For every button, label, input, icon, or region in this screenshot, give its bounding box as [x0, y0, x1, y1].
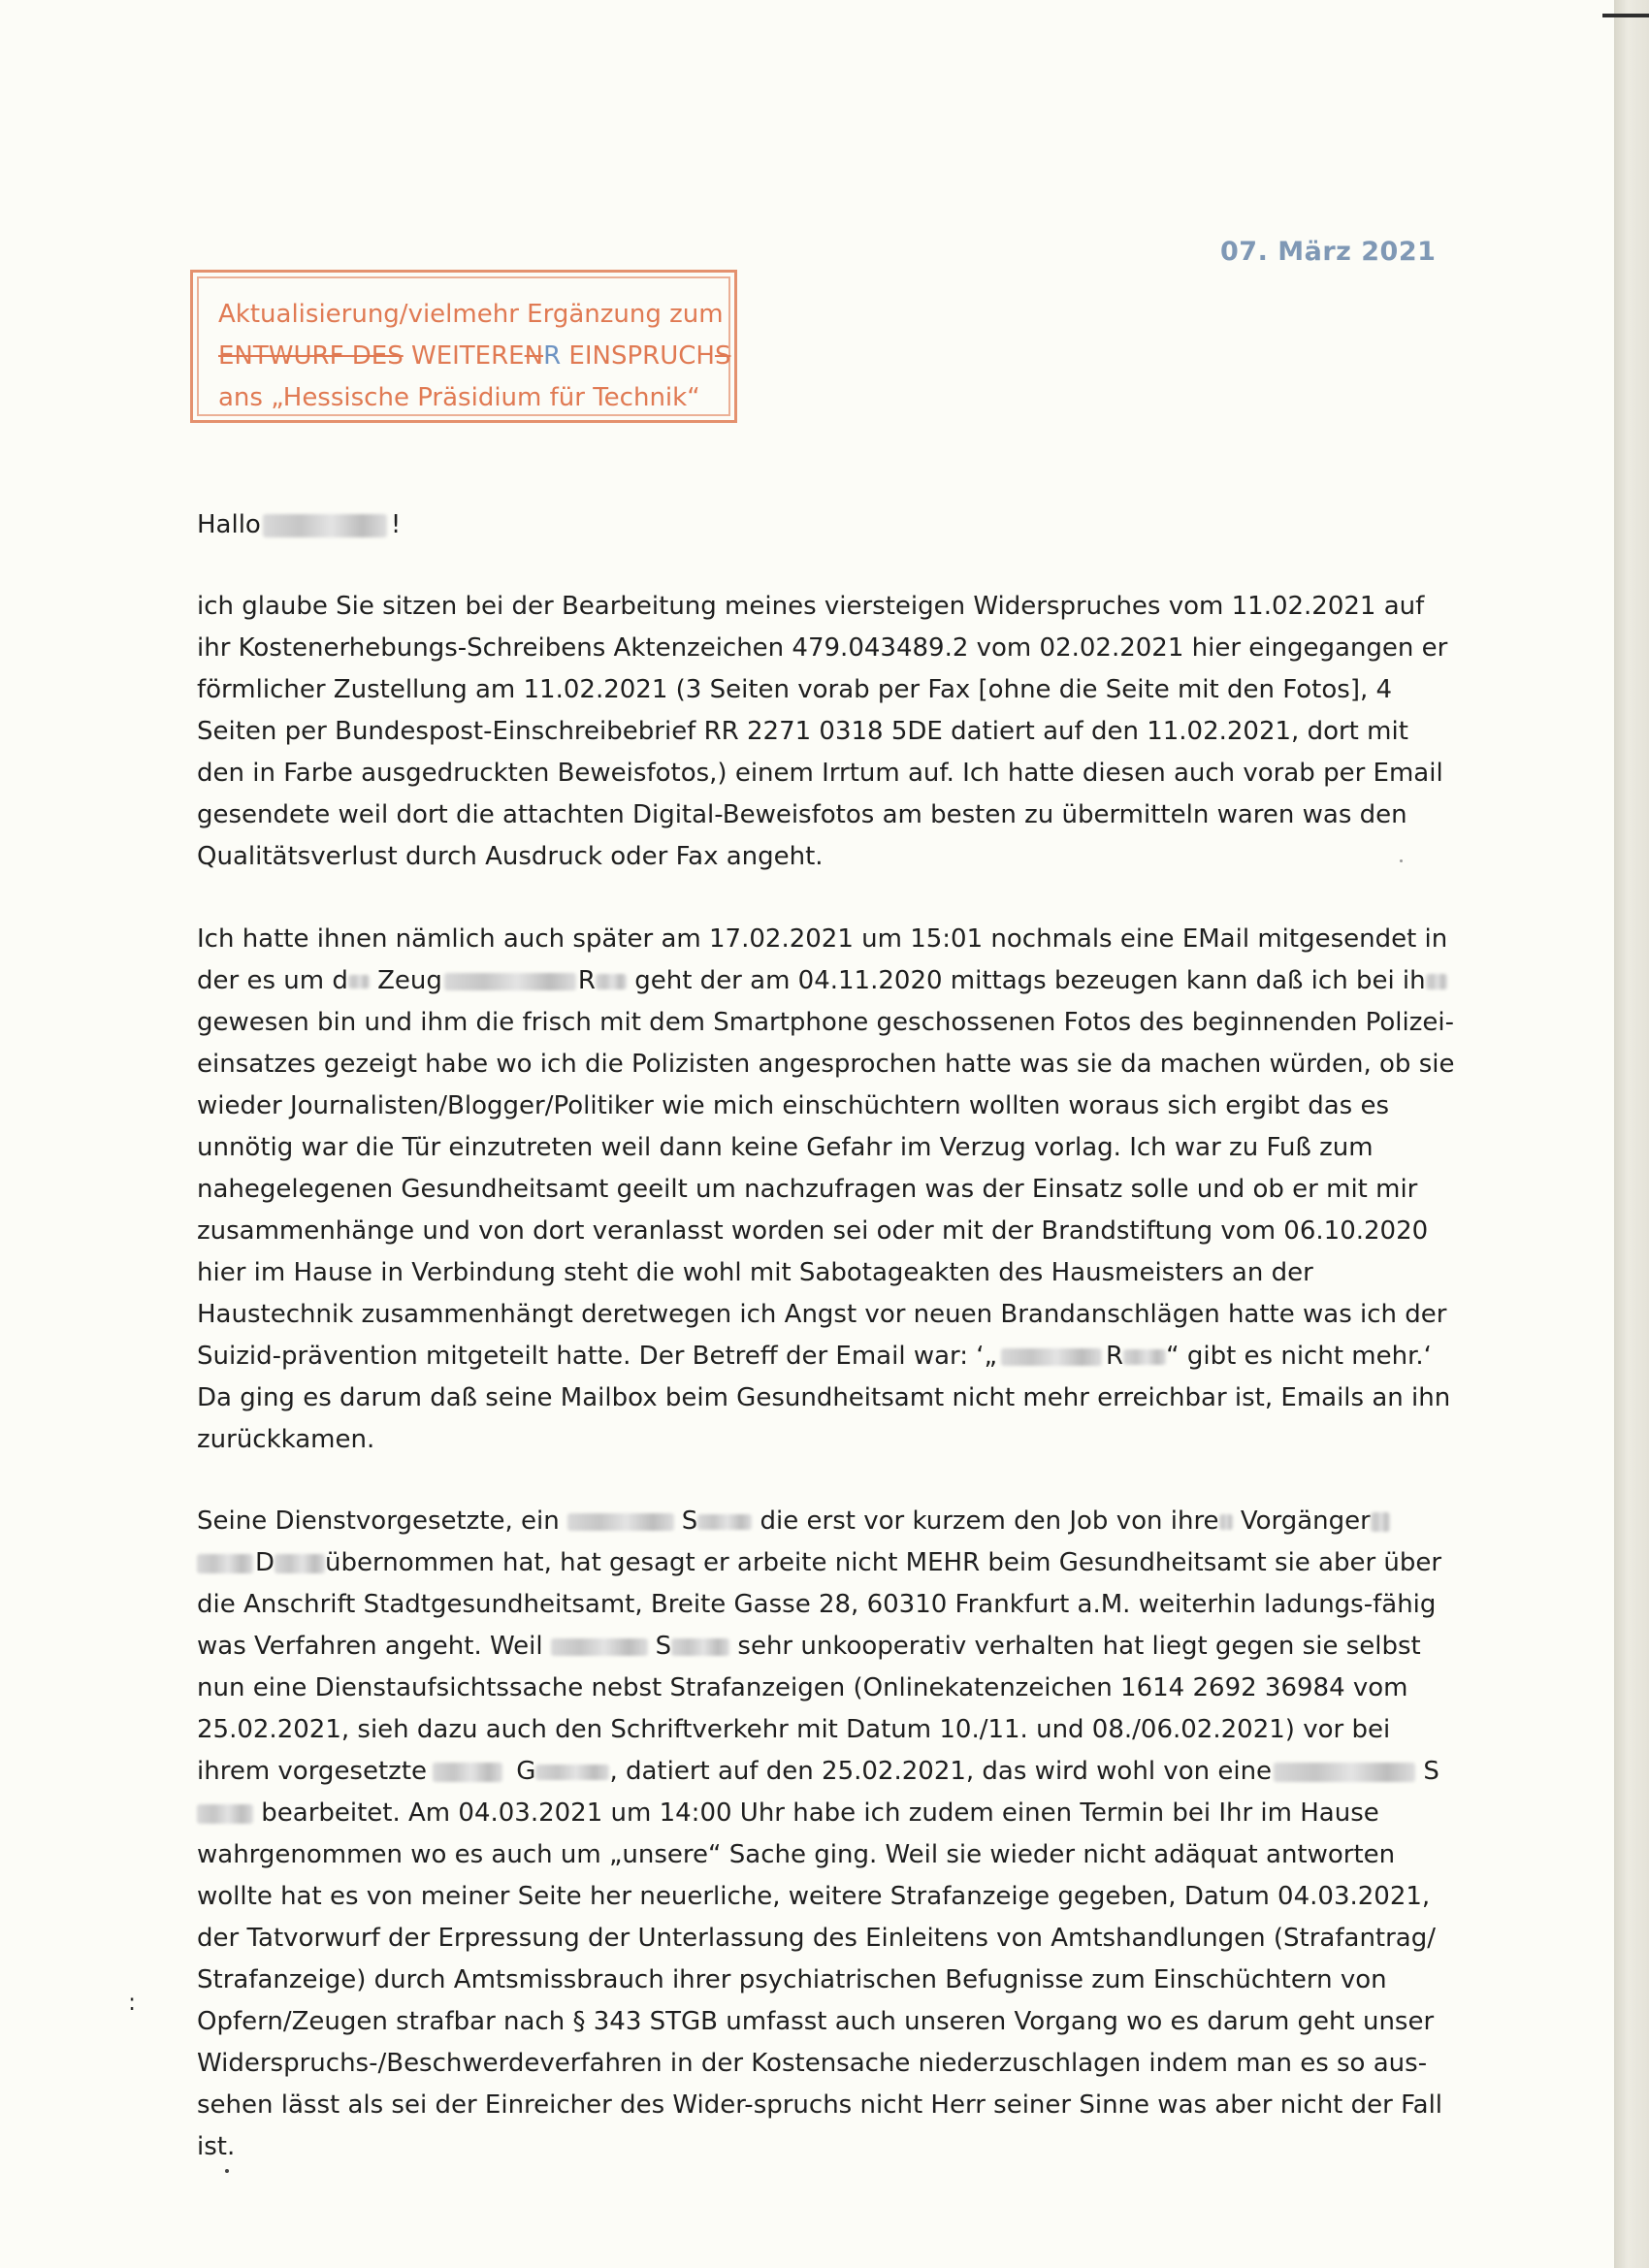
margin-mark: : — [128, 1989, 137, 2016]
paragraph-text: D — [255, 1548, 275, 1577]
struck-letter: S — [714, 341, 731, 371]
redaction — [1426, 974, 1447, 989]
paragraph-text: Seine Dienstvorgesetzte, ein — [197, 1507, 560, 1536]
redacted-name — [433, 1763, 502, 1782]
paper-edge — [1614, 0, 1649, 2268]
redacted-name — [567, 1513, 674, 1531]
redacted-name — [1001, 1348, 1102, 1366]
subject-box — [190, 270, 737, 423]
paragraph-text: die erst vor kurzem den Job von ihre — [752, 1507, 1219, 1536]
redaction — [596, 974, 627, 989]
paragraph-text: Zeug — [369, 966, 442, 995]
paragraph-text: , datiert auf den 25.02.2021, das wird wohl von eine — [609, 1757, 1273, 1786]
redaction — [197, 1804, 253, 1824]
redaction — [697, 1514, 752, 1530]
paragraph-text: Vorgänger — [1232, 1507, 1371, 1536]
letter-date: 07. März 2021 — [1220, 237, 1437, 267]
paragraph-text: bearbeitet. Am 04.03.2021 um 14:00 Uhr habe ich zudem einen Termin bei Ihr im Hause wahrgenommen wo es auch um „unsere“ Sache ging. Weil sie wieder nicht adäquat antworten wollte hat es von meiner Seite her neuerliche, weitere Strafanzeige gegeben, Datum 04.03.2021, der Tatvorwurf der Erpressung der Unterlassung des Einleitens von Amtshandlungen (Strafantrag/ Strafanzeige) durch Amtsmissbrauch ihrer psychiatrischen Befugnisse zum Einschüchtern von Opfern/Zeugen strafbar nach § 343 STGB umfasst auch unseren Vorgang wo es darum geht unser Widerspruchs-/Beschwerdeverfahren in der Kostensache niederzuschlagen indem man es so aus-sehen lässt als sei der Einreicher des Wider-spruchs nicht Herr seiner Sinne was aber nicht der Fall ist. — [197, 1798, 1443, 2161]
subject-text: EINSPRUCH — [561, 341, 715, 371]
subject-text: WEITERE — [403, 341, 525, 371]
paragraph-text: R — [1106, 1342, 1124, 1371]
paragraph-text: “ gibt es nicht mehr.‘ — [1166, 1342, 1432, 1371]
redaction — [1219, 1514, 1233, 1530]
redaction — [671, 1638, 729, 1656]
paragraph-text: S — [655, 1632, 672, 1661]
subject-line-2 — [218, 336, 734, 377]
paragraph-text: S — [1423, 1757, 1439, 1786]
paragraph-1: ich glaube Sie sitzen bei der Bearbeitung meines viersteigen Widerspruches vom 11.02.2021 auf ihr Kostenerhebungs-Schreibens Aktenzeichen 479.043489.2 vom 02.02.2021 hier eingegangen er förmlicher Zustellung am 11.02.2021 (3 Seiten vorab per Fax [ohne die Seite mit den Fotos], 4 Seiten per Bundespost-Einschreibebrief RR 2271 0318 5DE datiert auf den 11.02.2021, dort mit den in Farbe ausgedruckten Beweisfotos,) einem Irrtum auf. Ich hatte diesen auch vorab per Email gesendete weil dort die attachten Digital-Beweisfotos am besten zu übermitteln waren was den Qualitätsverlust durch Ausdruck oder Fax angeht. — [197, 592, 1448, 871]
greeting-prefix: Hallo — [197, 510, 261, 539]
redaction — [1371, 1512, 1390, 1532]
redaction — [535, 1765, 609, 1780]
paragraph-text: sehr unkooperativ verhalten hat liegt gegen sie selbst nun eine Dienstaufsichtssache nebst Strafanzeigen (Onlinekatenzeichen 1614 2692 36984 vom 25.02.2021, sieh dazu auch den Schriftverkehr mit Datum 10./11. und 08./06.02.2021) vor bei ihrem vorgesetzte — [197, 1632, 1421, 1786]
greeting — [197, 504, 1458, 546]
paragraph-text: der es um d — [197, 966, 348, 995]
scan-speck — [225, 2169, 229, 2173]
redacted-name — [197, 1554, 253, 1573]
redacted-name — [263, 514, 387, 537]
subject-line-3: ans „Hessische Präsidium für Technik“ — [218, 383, 700, 412]
subject-line-1: Aktualisierung/vielmehr Ergänzung zum — [218, 300, 724, 329]
paragraph-text: geht der am 04.11.2020 mittags bezeugen kann daß ich bei ih — [626, 966, 1426, 995]
redacted-name — [444, 973, 576, 990]
greeting-suffix: ! — [390, 510, 402, 539]
struck-letter: N — [524, 341, 544, 371]
paragraph-2-line-1: Ich hatte ihnen nämlich auch später am 17.02.2021 um 15:01 nochmals eine EMail mitgesendet in — [197, 924, 1448, 954]
paragraph-text: übernommen hat, hat gesagt er arbeite nicht MEHR beim Gesundheitsamt sie aber über die Anschrift Stadtgesundheitsamt, Breite Gasse 28, 60310 Frankfurt a.M. weiterhin ladungs-fähig was Verfahren angeht. Weil — [197, 1548, 1442, 1661]
redaction — [1123, 1349, 1166, 1365]
paragraph-text: gewesen bin und ihm die frisch mit dem Smartphone geschossenen Fotos des beginnenden Polizei-einsatzes gezeigt habe wo ich die Polizisten angesprochen hatte was sie da machen würden, ob sie wieder Journalisten/Blogger/Politiker wie mich einschüchtern wollten woraus sich ergibt das es unnötig war die Tür einzutreten weil dann keine Gefahr im Verzug vorlag. Ich war zu Fuß zum nahegelegenen Gesundheitsamt geeilt um nachzufragen was der Einsatz solle und ob er mit mir zusammenhänge und von dort veranlasst worden sei oder mit der Brandstiftung vom 06.10.2020 hier im Hause in Verbindung steht die wohl mit Sabotageakten des Hausmeisters an der Haustechnik zusammenhängt deretwegen ich Angst vor neuen Brandanschlägen hatte was ich der Suizid-prävention mitgeteilt hatte. Der Betreff der Email war: ‘„ — [197, 1008, 1455, 1371]
paragraph-text: G — [508, 1757, 536, 1786]
redacted-name — [1274, 1763, 1415, 1782]
paragraph-text: S — [681, 1507, 698, 1536]
redaction — [348, 975, 370, 988]
scan-speck — [1400, 859, 1403, 862]
paragraph-text: R — [577, 966, 596, 995]
paragraph-3 — [197, 1501, 1450, 2168]
paragraph-text: Da ging es darum daß seine Mailbox beim Gesundheitsamt nicht mehr erreichbar ist, Emails an ihn zurückkamen. — [197, 1383, 1451, 1454]
redacted-name — [551, 1638, 648, 1656]
scan-corner-mark — [1602, 14, 1649, 17]
paragraph-2 — [197, 919, 1458, 1461]
correction-letter: R — [543, 341, 562, 371]
redaction — [275, 1554, 325, 1573]
struck-text: ENTWURF DES — [218, 341, 404, 371]
